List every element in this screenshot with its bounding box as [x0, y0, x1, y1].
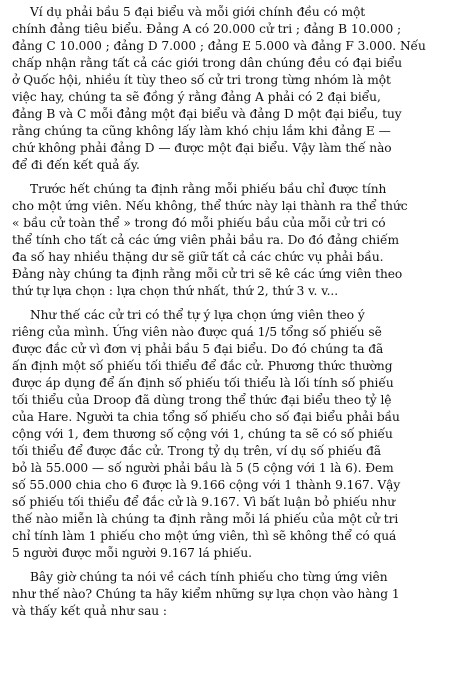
paragraph-example — [12, 4, 440, 174]
text-line: ở Quốc hội, nhiều ít tùy theo số cử tri trong từng nhóm là một — [12, 73, 391, 87]
text-line: việc hay, chúng ta sẽ đồng ý rằng đảng A phải có 2 đại biểu, — [12, 90, 381, 104]
text-line: rằng chúng ta cũng không lấy làm khó chịu lắm khi đảng E — — [12, 124, 391, 138]
text-line: Bây giờ chúng ta nói về cách tính phiếu cho từng ứng viên — [30, 570, 388, 584]
text-line: thể tính cho tất cả các ứng viên phải bầu ra. Do đó đảng chiếm — [12, 233, 400, 247]
text-line: tối thiểu của Droop đã dùng trong thể thức đại biểu theo tỷ lệ — [12, 393, 392, 407]
text-line: của Hare. Người ta chia tổng số phiếu cho số đại biểu phải bầu — [12, 410, 400, 424]
paragraph-counting — [12, 569, 440, 620]
text-line: riêng của mình. Ứng viên nào được quá 1/5 tổng số phiếu sẽ — [12, 325, 382, 339]
text-line: cho một ứng viên. Nếu không, thể thức này lại thành ra thể thức — [12, 199, 408, 213]
text-line: thế nào miễn là chúng ta định rằng mỗi lá phiếu của một cử tri — [12, 512, 399, 526]
paragraph-droop-quota — [12, 307, 440, 562]
text-line: ấn định một số phiếu tối thiểu để đắc cử. Phương thức thường — [12, 359, 393, 373]
text-line: đảng B và C mỗi đảng một đại biểu và đảng D một đại biểu, tuy — [12, 107, 402, 121]
text-line: Trước hết chúng ta định rằng mỗi phiếu bầu chỉ được tính — [30, 182, 387, 196]
text-line: tối thiểu để được đắc cử. Trong tỷ dụ trên, ví dụ số phiếu đã — [12, 444, 382, 458]
text-line: 5 người được mỗi người 9.167 lá phiếu. — [12, 546, 252, 560]
text-line: Đảng này chúng ta định rằng mỗi cử tri sẽ kê các ứng viên theo — [12, 267, 403, 281]
text-line: chính đảng tiêu biểu. Đảng A có 20.000 cử tri ; đảng B 10.000 ; — [12, 22, 402, 36]
text-line: thứ tự lựa chọn : lựa chọn thứ nhất, thứ 2, thứ 3 v. v... — [12, 284, 339, 298]
text-line: « bầu cử toàn thể » trong đó mỗi phiếu bầu của mỗi cử tri có — [12, 216, 386, 230]
paragraph-vote-rule — [12, 181, 440, 300]
text-line: bỏ là 55.000 — số người phải bầu là 5 (5 cộng với 1 là 6). Đem — [12, 461, 394, 475]
text-line: cộng với 1, đem thương số cộng với 1, chúng ta sẽ có số phiếu — [12, 427, 393, 441]
text-line: Như thế các cử tri có thể tự ý lựa chọn ứng viên theo ý — [30, 308, 365, 322]
text-line: chứ không phải đảng D — được một đại biểu. Vậy làm thế nào — [12, 141, 392, 155]
text-line: và thấy kết quả như sau : — [12, 604, 167, 618]
text-line: như thế nào? Chúng ta hãy kiểm những sự lựa chọn vào hàng 1 — [12, 587, 400, 601]
text-line: để đi đến kết quả ấy. — [12, 158, 140, 172]
text-line: được áp dụng để ấn định số phiếu tối thiểu là lối tính số phiếu — [12, 376, 394, 390]
text-line: đa số hay nhiều thặng dư sẽ giữ tất cả các chức vụ phải bầu. — [12, 250, 384, 264]
text-line: chấp nhận rằng tất cả các giới trong dân chúng đều có đại biểu — [12, 56, 403, 70]
text-line: số 55.000 chia cho 6 được là 9.166 cộng với 1 thành 9.167. Vậy — [12, 478, 401, 492]
text-line: số phiếu tối thiểu để đắc cử là 9.167. Vì bất luận bỏ phiếu như — [12, 495, 396, 509]
text-line: đảng C 10.000 ; đảng D 7.000 ; đảng E 5.000 và đảng F 3.000. Nếu — [12, 39, 426, 53]
text-line: Ví dụ phải bầu 5 đại biểu và mỗi giới chính đều có một — [30, 5, 366, 19]
text-line: chỉ tính làm 1 phiếu cho một ứng viên, thì sẽ không thể có quá — [12, 529, 397, 543]
text-line: được đắc cử vì đơn vị phải bầu 5 đại biểu. Do đó chúng ta đã — [12, 342, 384, 356]
